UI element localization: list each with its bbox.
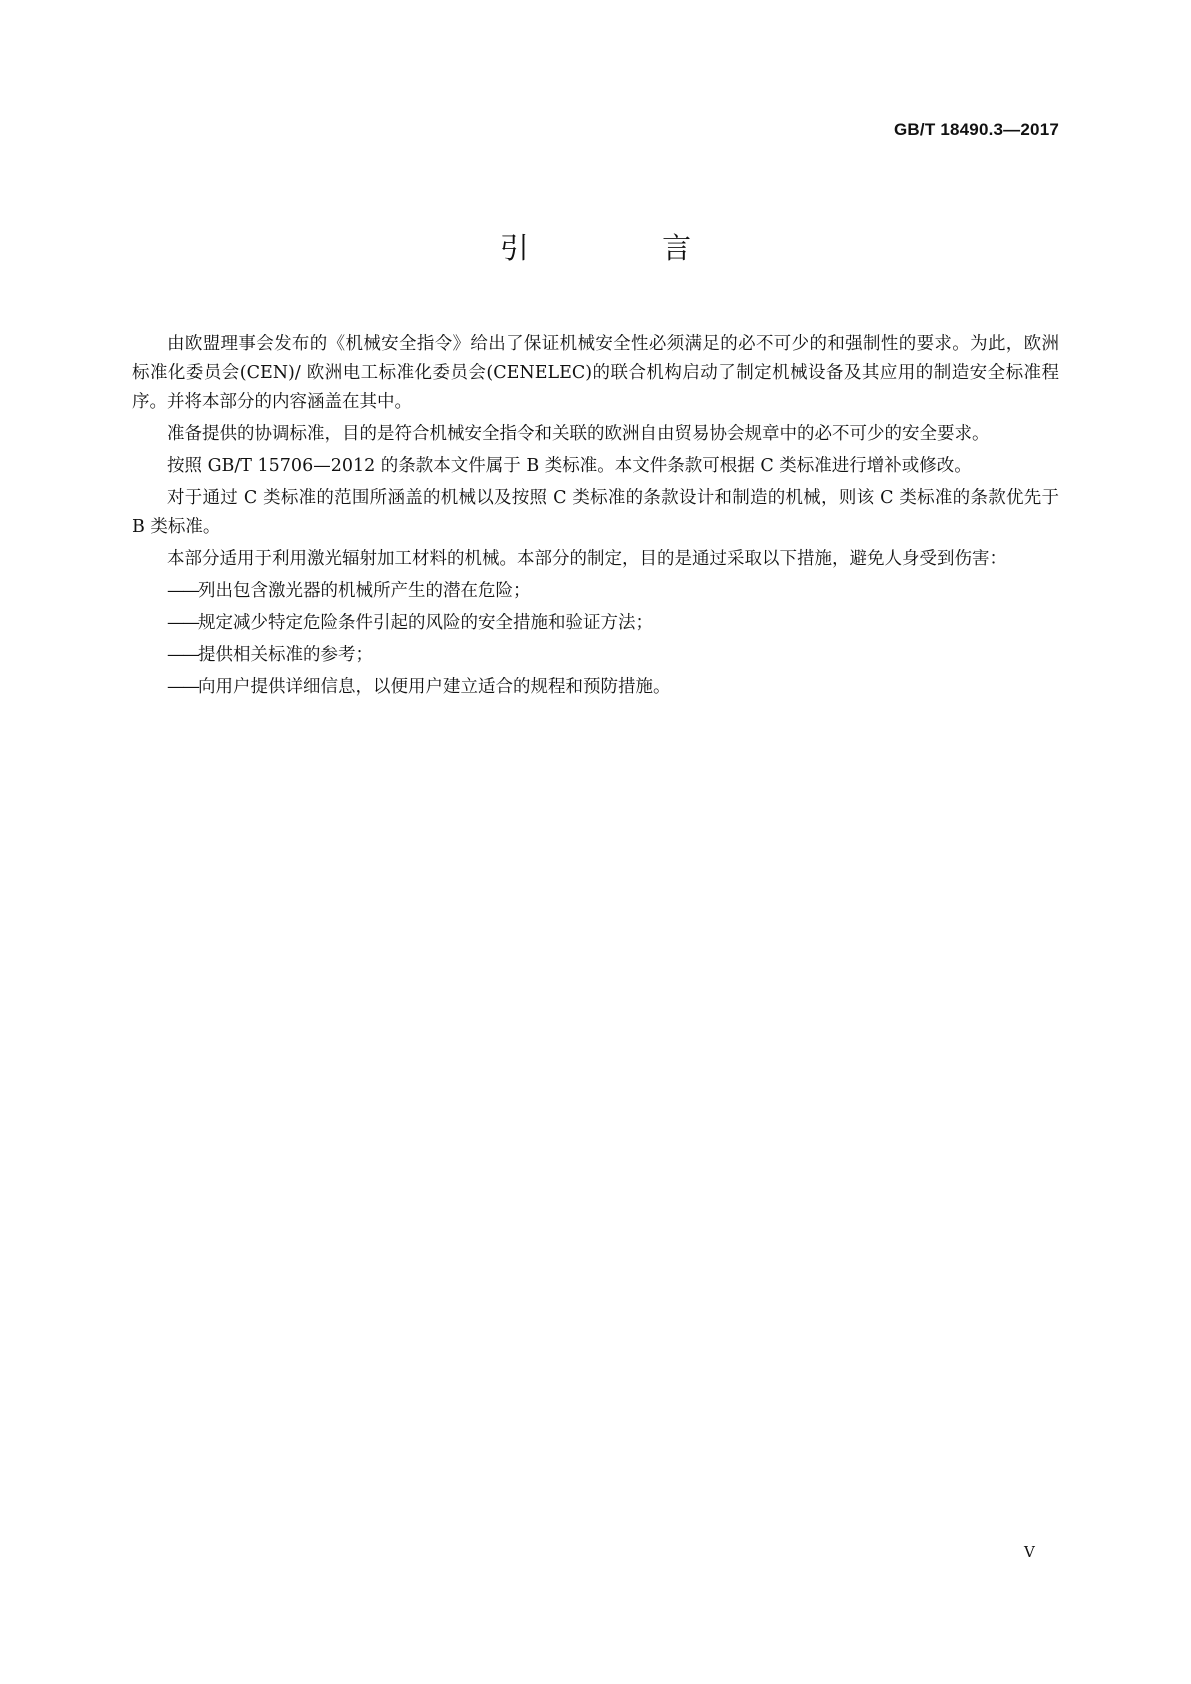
- dash-marker: ——: [167, 613, 198, 633]
- paragraph: 由欧盟理事会发布的《机械安全指令》给出了保证机械安全性必须满足的必不可少的和强制性的要求。为此，欧洲标准化委员会(CEN)/ 欧洲电工标准化委员会(CENELEC)的联合机构启动了制定机械设备及其应用的制造安全标准程序。并将本部分的内容涵盖在其中。: [132, 334, 1059, 412]
- list-item-text: 列出包含激光器的机械所产生的潜在危险；: [198, 581, 531, 601]
- standard-code: GB/T 18490.3—2017: [894, 120, 1059, 139]
- page-number: V: [1024, 1543, 1035, 1561]
- paragraph: 本部分适用于利用激光辐射加工材料的机械。本部分的制定，目的是通过采取以下措施，避免人身受到伤害：: [167, 549, 1007, 569]
- introduction-body: [132, 330, 1059, 705]
- list-item: [132, 577, 1059, 606]
- paragraph: 按照 GB/T 15706—2012 的条款本文件属于 B 类标准。本文件条款可根据 C 类标准进行增补或修改。: [167, 456, 972, 476]
- list-item-text: 规定减少特定危险条件引起的风险的安全措施和验证方法；: [198, 613, 653, 633]
- list-item: [132, 641, 1059, 670]
- dash-marker: ——: [167, 677, 198, 697]
- section-title: 引 言: [499, 231, 754, 265]
- list-item-text: 提供相关标准的参考；: [198, 645, 373, 665]
- list-item: [132, 673, 1059, 702]
- list-item: [132, 609, 1059, 638]
- paragraph: 准备提供的协调标准，目的是符合机械安全指令和关联的欧洲自由贸易协会规章中的必不可少的安全要求。: [167, 424, 990, 444]
- measures-list: [132, 577, 1059, 702]
- paragraph: 对于通过 C 类标准的范围所涵盖的机械以及按照 C 类标准的条款设计和制造的机械，则该 C 类标准的条款优先于 B 类标准。: [132, 488, 1059, 537]
- dash-marker: ——: [167, 581, 198, 601]
- list-item-text: 向用户提供详细信息，以便用户建立适合的规程和预防措施。: [198, 677, 671, 697]
- dash-marker: ——: [167, 645, 198, 665]
